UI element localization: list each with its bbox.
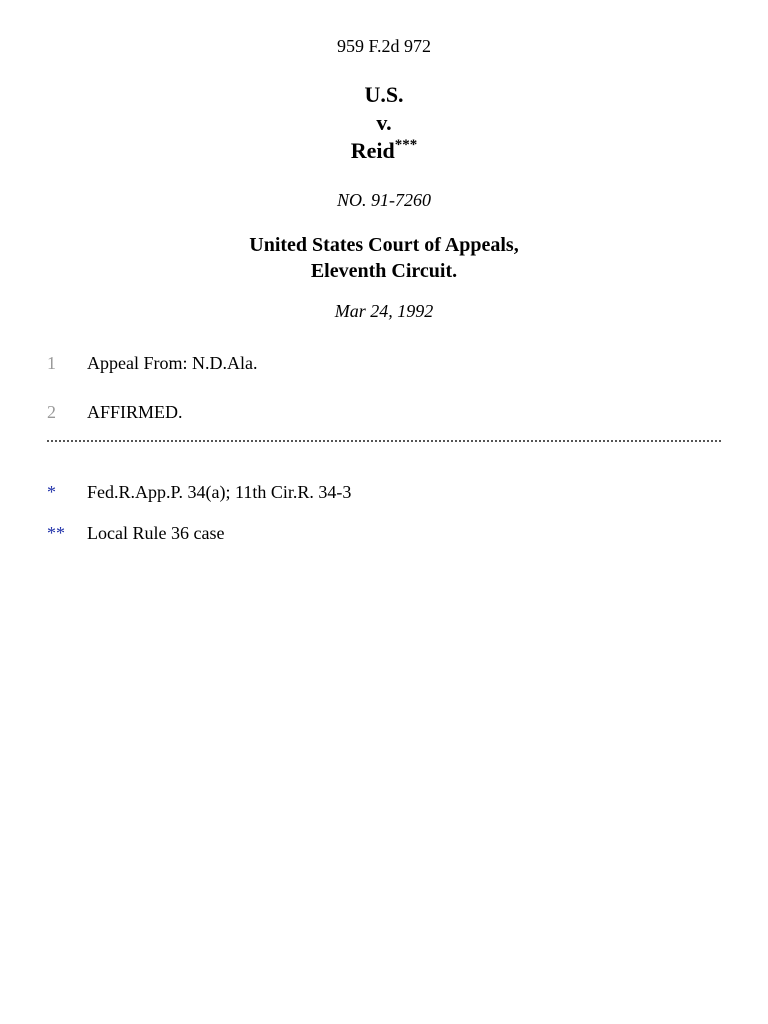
court-name-line-2: Eleventh Circuit. <box>310 260 458 282</box>
docket-number: NO. 91-7260 <box>337 190 431 210</box>
party-two-line <box>0 137 768 165</box>
paragraph-number: 1 <box>47 353 56 373</box>
footnote-reference[interactable]: *** <box>394 137 418 153</box>
paragraph-text: Appeal From: N.D.Ala. <box>87 353 258 373</box>
court-name <box>0 232 768 284</box>
case-caption <box>0 81 768 165</box>
paragraph-text: AFFIRMED. <box>87 402 183 422</box>
footnote-mark[interactable]: * <box>47 482 56 502</box>
court-name-line-1: United States Court of Appeals, <box>249 234 519 256</box>
paragraph-number: 2 <box>47 402 56 422</box>
footnote-mark[interactable]: ** <box>47 523 65 543</box>
footnote-text: Local Rule 36 case <box>87 523 225 543</box>
party-one: U.S. <box>364 82 404 107</box>
footnote-divider <box>47 440 721 442</box>
versus: v. <box>376 110 392 135</box>
party-two: Reid <box>350 138 395 163</box>
decision-date: Mar 24, 1992 <box>334 301 434 321</box>
footnote-text: Fed.R.App.P. 34(a); 11th Cir.R. 34-3 <box>87 482 352 502</box>
case-citation: 959 F.2d 972 <box>336 36 432 56</box>
